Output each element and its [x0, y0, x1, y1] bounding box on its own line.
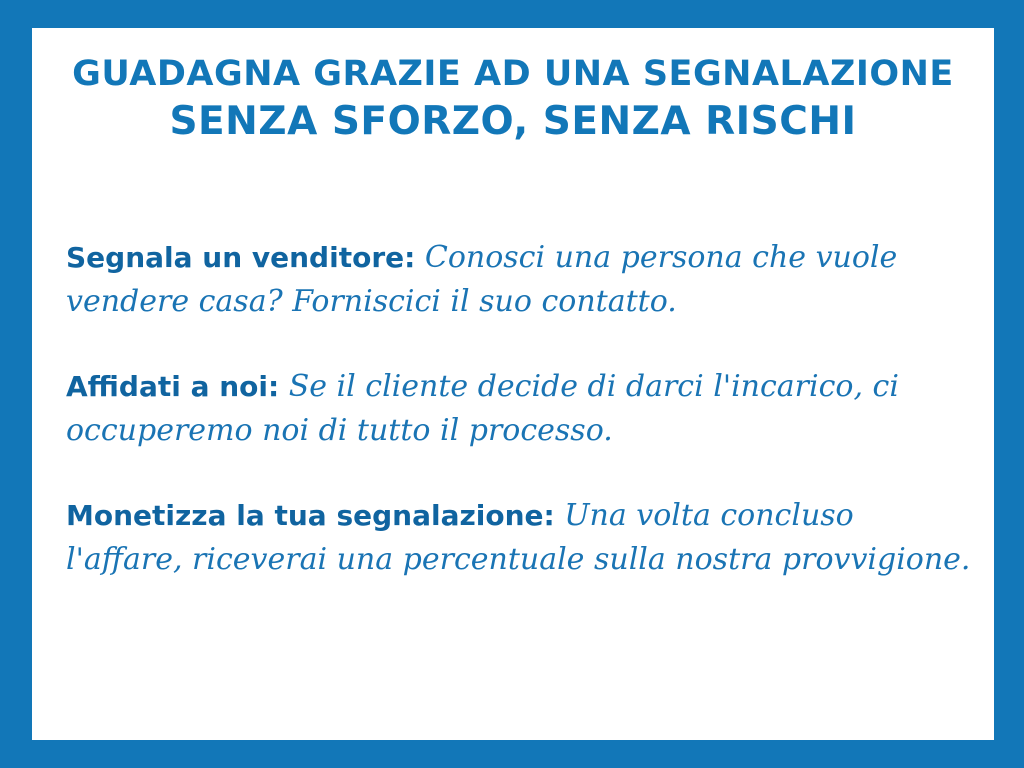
body-paragraph-2 [66, 365, 971, 452]
title-line-primary: GUADAGNA GRAZIE AD UNA SEGNALAZIONE [72, 54, 954, 94]
paragraph-1-lead: Segnala un venditore: [66, 241, 416, 274]
slide-border-right [994, 28, 1024, 768]
slide-border-left [0, 28, 32, 768]
paragraph-2-detail: Se il cliente decide di darci l'incarico, ci occuperemo noi di tutto il processo. [66, 369, 899, 448]
paragraph-2-lead: Affidati a noi: [66, 370, 280, 403]
paragraph-1-detail: Conosci una persona che vuole vendere casa? Forniscici il suo contatto. [66, 240, 898, 319]
body-paragraph-1 [66, 236, 971, 323]
slide-border-top [0, 0, 1024, 28]
body-paragraph-3 [66, 494, 971, 581]
slide-content-area [32, 28, 994, 740]
slide-body [66, 236, 971, 581]
slide-border-bottom [0, 740, 1024, 768]
paragraph-3-lead: Monetizza la tua segnalazione: [66, 499, 555, 532]
slide-title [32, 54, 994, 145]
title-line-secondary: SENZA SFORZO, SENZA RISCHI [169, 99, 857, 145]
paragraph-3-detail: Una volta concluso l'affare, riceverai una percentuale sulla nostra provvigione. [66, 498, 971, 577]
